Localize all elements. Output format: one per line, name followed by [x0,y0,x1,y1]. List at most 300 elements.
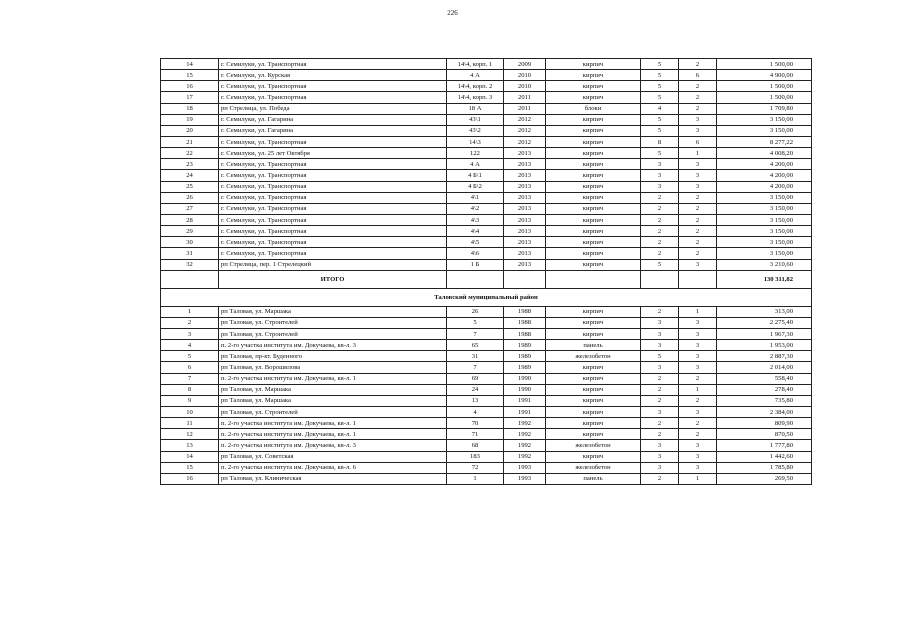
table-row [161,192,812,203]
material-cell: кирпич [546,317,641,328]
area-cell: 3 150,00 [717,237,812,248]
year-cell: 2013 [504,148,546,159]
row-number-cell: 26 [161,192,219,203]
row-number-cell: 30 [161,237,219,248]
address-cell: г. Семилуки, ул. Транспортная [219,226,447,237]
material-cell: кирпич [546,406,641,417]
table-row [161,340,812,351]
material-cell: кирпич [546,384,641,395]
address-cell: г. Семилуки, ул. Транспортная [219,136,447,147]
house-number-cell: 13 [447,395,504,406]
material-cell: кирпич [546,259,641,270]
table-row [161,170,812,181]
house-number-cell: 14\3 [447,136,504,147]
table-row [161,395,812,406]
material-cell: кирпич [546,70,641,81]
area-cell: 4 200,00 [717,181,812,192]
year-cell: 1989 [504,351,546,362]
address-cell: п. 2-го участка института им. Докучаева, кв-л. 1 [219,373,447,384]
year-cell: 2011 [504,103,546,114]
table-row [161,81,812,92]
entrances-cell: 2 [679,373,717,384]
row-number-cell: 19 [161,114,219,125]
material-cell: железобетон [546,462,641,473]
table-row [161,136,812,147]
entrances-cell: 3 [679,159,717,170]
address-cell: г. Семилуки, ул. Транспортная [219,248,447,259]
table-row [161,92,812,103]
address-cell: рп Таловая, ул. Строителей [219,317,447,328]
material-cell: кирпич [546,159,641,170]
year-cell: 2013 [504,237,546,248]
material-cell: кирпич [546,136,641,147]
entrances-cell: 3 [679,440,717,451]
material-cell: панель [546,340,641,351]
house-number-cell: 65 [447,340,504,351]
area-cell: 3 150,00 [717,125,812,136]
year-cell: 2013 [504,203,546,214]
house-number-cell: 4 А [447,70,504,81]
row-number-cell: 28 [161,214,219,225]
row-number-cell: 25 [161,181,219,192]
floors-cell: 2 [641,418,679,429]
year-cell: 2013 [504,192,546,203]
material-cell: кирпич [546,237,641,248]
area-cell: 3 150,00 [717,226,812,237]
table-row [161,462,812,473]
area-cell: 735,80 [717,395,812,406]
floors-cell: 4 [641,103,679,114]
address-cell: п. 2-го участка института им. Докучаева, кв-л. 3 [219,440,447,451]
house-number-cell: 4 [447,406,504,417]
row-number-cell: 3 [161,328,219,339]
table-row [161,373,812,384]
row-number-cell: 7 [161,373,219,384]
total-empty-cell [161,270,219,288]
material-cell: кирпич [546,170,641,181]
row-number-cell: 4 [161,340,219,351]
row-number-cell: 12 [161,429,219,440]
area-cell: 558,40 [717,373,812,384]
entrances-cell: 6 [679,70,717,81]
table-row [161,59,812,70]
address-cell: г. Семилуки, ул. Транспортная [219,81,447,92]
area-cell: 1 442,60 [717,451,812,462]
area-cell: 1 967,30 [717,328,812,339]
material-cell: кирпич [546,373,641,384]
floors-cell: 3 [641,328,679,339]
table-row [161,214,812,225]
area-cell: 1 953,00 [717,340,812,351]
house-number-cell: 69 [447,373,504,384]
table-row [161,203,812,214]
row-number-cell: 17 [161,92,219,103]
year-cell: 1989 [504,362,546,373]
house-number-cell: 4 Б\1 [447,170,504,181]
year-cell: 1991 [504,395,546,406]
address-cell: г. Семилуки, ул. Курская [219,70,447,81]
area-cell: 3 150,00 [717,114,812,125]
table-row [161,114,812,125]
address-cell: рп Таловая, ул. Ворошилова [219,362,447,373]
floors-cell: 5 [641,81,679,92]
entrances-cell: 3 [679,340,717,351]
table-row [161,429,812,440]
address-cell: рп Таловая, ул. Строителей [219,328,447,339]
entrances-cell: 2 [679,226,717,237]
floors-cell: 2 [641,384,679,395]
row-number-cell: 14 [161,59,219,70]
table-row [161,181,812,192]
table-row [161,451,812,462]
entrances-cell: 3 [679,462,717,473]
area-cell: 2 887,30 [717,351,812,362]
row-number-cell: 21 [161,136,219,147]
house-number-cell: 122 [447,148,504,159]
entrances-cell: 3 [679,170,717,181]
material-cell: кирпич [546,148,641,159]
floors-cell: 3 [641,170,679,181]
year-cell: 1992 [504,451,546,462]
year-cell: 1992 [504,418,546,429]
house-number-cell: 24 [447,384,504,395]
address-cell: рп Таловая, ул. Маршака [219,384,447,395]
house-number-cell: 26 [447,306,504,317]
material-cell: кирпич [546,362,641,373]
entrances-cell: 2 [679,418,717,429]
material-cell: кирпич [546,203,641,214]
row-number-cell: 8 [161,384,219,395]
area-cell: 1 500,00 [717,92,812,103]
total-empty-cell [504,270,546,288]
house-number-cell: 4\5 [447,237,504,248]
house-number-cell: 183 [447,451,504,462]
row-number-cell: 16 [161,81,219,92]
year-cell: 2012 [504,136,546,147]
address-cell: рп Стрелица, ул. Победа [219,103,447,114]
floors-cell: 2 [641,226,679,237]
entrances-cell: 3 [679,351,717,362]
year-cell: 1990 [504,384,546,395]
material-cell: кирпич [546,214,641,225]
house-number-cell: 4 Б\2 [447,181,504,192]
row-number-cell: 5 [161,351,219,362]
area-cell: 809,90 [717,418,812,429]
floors-cell: 3 [641,362,679,373]
house-number-cell: 5 [447,317,504,328]
table-row [161,103,812,114]
area-cell: 3 210,60 [717,259,812,270]
address-cell: п. 2-го участка института им. Докучаева, кв-л. 1 [219,418,447,429]
row-number-cell: 23 [161,159,219,170]
row-number-cell: 2 [161,317,219,328]
table-row [161,159,812,170]
table-row [161,362,812,373]
address-cell: г. Семилуки, ул. Транспортная [219,170,447,181]
table-row [161,473,812,484]
total-label: ИТОГО [219,270,447,288]
house-number-cell: 4\2 [447,203,504,214]
floors-cell: 3 [641,317,679,328]
floors-cell: 5 [641,70,679,81]
year-cell: 2013 [504,181,546,192]
house-number-cell: 43\2 [447,125,504,136]
house-number-cell: 43\1 [447,114,504,125]
floors-cell: 3 [641,159,679,170]
address-cell: г. Семилуки, ул. Транспортная [219,192,447,203]
year-cell: 2013 [504,248,546,259]
entrances-cell: 2 [679,395,717,406]
year-cell: 2013 [504,259,546,270]
house-number-cell: 4\4 [447,226,504,237]
material-cell: железобетон [546,351,641,362]
row-number-cell: 1 [161,306,219,317]
entrances-cell: 6 [679,136,717,147]
floors-cell: 2 [641,373,679,384]
address-cell: г. Семилуки, ул. Транспортная [219,92,447,103]
house-number-cell: 1 Б [447,259,504,270]
table-row [161,328,812,339]
material-cell: кирпич [546,114,641,125]
entrances-cell: 3 [679,317,717,328]
house-number-cell: 4\6 [447,248,504,259]
floors-cell: 2 [641,237,679,248]
entrances-cell: 3 [679,125,717,136]
entrances-cell: 2 [679,81,717,92]
housing-table [160,58,812,485]
address-cell: п. 2-го участка института им. Докучаева, кв-л. 3 [219,340,447,351]
year-cell: 2009 [504,59,546,70]
floors-cell: 5 [641,114,679,125]
year-cell: 1992 [504,440,546,451]
entrances-cell: 2 [679,429,717,440]
row-number-cell: 6 [161,362,219,373]
area-cell: 1 500,00 [717,59,812,70]
area-cell: 278,40 [717,384,812,395]
entrances-cell: 3 [679,114,717,125]
address-cell: г. Семилуки, ул. Гагарина [219,125,447,136]
row-number-cell: 27 [161,203,219,214]
row-number-cell: 24 [161,170,219,181]
area-cell: 4 200,00 [717,170,812,181]
floors-cell: 2 [641,192,679,203]
floors-cell: 2 [641,248,679,259]
address-cell: п. 2-го участка института им. Докучаева, кв-л. 1 [219,429,447,440]
table-row [161,237,812,248]
row-number-cell: 18 [161,103,219,114]
material-cell: кирпич [546,418,641,429]
house-number-cell: 70 [447,418,504,429]
floors-cell: 2 [641,473,679,484]
total-empty-cell [641,270,679,288]
year-cell: 1991 [504,406,546,417]
row-number-cell: 31 [161,248,219,259]
group2-rows [161,306,812,484]
floors-cell: 3 [641,406,679,417]
address-cell: рп Таловая, ул. Маршака [219,395,447,406]
house-number-cell: 14\4, корп. 1 [447,59,504,70]
table-row [161,148,812,159]
year-cell: 1989 [504,340,546,351]
address-cell: рп Таловая, ул. Клиническая [219,473,447,484]
material-cell: кирпич [546,306,641,317]
year-cell: 2013 [504,214,546,225]
material-cell: железобетон [546,440,641,451]
house-number-cell: 7 [447,362,504,373]
area-cell: 2 014,00 [717,362,812,373]
row-number-cell: 16 [161,473,219,484]
area-cell: 1 709,80 [717,103,812,114]
address-cell: г. Семилуки, ул. Транспортная [219,59,447,70]
year-cell: 2010 [504,81,546,92]
table-row [161,248,812,259]
row-number-cell: 9 [161,395,219,406]
row-number-cell: 20 [161,125,219,136]
group1-rows [161,59,812,271]
floors-cell: 2 [641,395,679,406]
entrances-cell: 3 [679,406,717,417]
table-row [161,418,812,429]
area-cell: 269,50 [717,473,812,484]
floors-cell: 5 [641,148,679,159]
area-cell: 3 150,00 [717,203,812,214]
year-cell: 2013 [504,226,546,237]
year-cell: 1990 [504,373,546,384]
house-number-cell: 72 [447,462,504,473]
section-header-row [161,288,812,306]
year-cell: 2013 [504,159,546,170]
table-row [161,226,812,237]
table-row [161,70,812,81]
address-cell: г. Семилуки, ул. Транспортная [219,214,447,225]
address-cell: рп Таловая, ул. Маршака [219,306,447,317]
year-cell: 2011 [504,92,546,103]
year-cell: 1993 [504,462,546,473]
material-cell: кирпич [546,451,641,462]
area-cell: 2 275,40 [717,317,812,328]
entrances-cell: 2 [679,214,717,225]
address-cell: г. Семилуки, ул. Транспортная [219,181,447,192]
entrances-cell: 1 [679,473,717,484]
entrances-cell: 1 [679,384,717,395]
table-row [161,125,812,136]
entrances-cell: 2 [679,237,717,248]
area-cell: 4 200,00 [717,159,812,170]
total-empty-cell [679,270,717,288]
material-cell: кирпич [546,59,641,70]
floors-cell: 2 [641,429,679,440]
material-cell: кирпич [546,248,641,259]
entrances-cell: 3 [679,451,717,462]
year-cell: 1992 [504,429,546,440]
material-cell: кирпич [546,81,641,92]
entrances-cell: 1 [679,148,717,159]
entrances-cell: 3 [679,328,717,339]
entrances-cell: 1 [679,306,717,317]
house-number-cell: 71 [447,429,504,440]
floors-cell: 3 [641,462,679,473]
material-cell: кирпич [546,395,641,406]
entrances-cell: 2 [679,92,717,103]
entrances-cell: 2 [679,59,717,70]
year-cell: 2010 [504,70,546,81]
table-row [161,259,812,270]
area-cell: 4 900,00 [717,70,812,81]
table-row [161,351,812,362]
table-row [161,317,812,328]
row-number-cell: 13 [161,440,219,451]
floors-cell: 2 [641,214,679,225]
district-title: Таловский муниципальный район [161,288,812,306]
table-row [161,384,812,395]
total-row [161,270,812,288]
table-row [161,306,812,317]
floors-cell: 5 [641,125,679,136]
floors-cell: 5 [641,92,679,103]
row-number-cell: 22 [161,148,219,159]
row-number-cell: 15 [161,70,219,81]
area-cell: 3 150,00 [717,214,812,225]
floors-cell: 2 [641,306,679,317]
floors-cell: 5 [641,351,679,362]
floors-cell: 3 [641,181,679,192]
entrances-cell: 3 [679,259,717,270]
area-cell: 2 384,00 [717,406,812,417]
address-cell: рп Таловая, ул. Строителей [219,406,447,417]
year-cell: 2013 [504,170,546,181]
area-cell: 3 150,00 [717,248,812,259]
material-cell: кирпич [546,192,641,203]
row-number-cell: 14 [161,451,219,462]
address-cell: рп Стрелица, пер. 1 Стрелецкий [219,259,447,270]
floors-cell: 2 [641,203,679,214]
house-number-cell: 14\4, корп. 2 [447,81,504,92]
area-cell: 313,00 [717,306,812,317]
address-cell: г. Семилуки, ул. Гагарина [219,114,447,125]
row-number-cell: 15 [161,462,219,473]
entrances-cell: 2 [679,248,717,259]
address-cell: г. Семилуки, ул. Транспортная [219,237,447,248]
house-number-cell: 68 [447,440,504,451]
area-cell: 1 785,80 [717,462,812,473]
floors-cell: 3 [641,440,679,451]
house-number-cell: 18 А [447,103,504,114]
material-cell: кирпич [546,328,641,339]
floors-cell: 3 [641,451,679,462]
floors-cell: 5 [641,59,679,70]
house-number-cell: 1 [447,473,504,484]
entrances-cell: 2 [679,103,717,114]
material-cell: блоки [546,103,641,114]
row-number-cell: 32 [161,259,219,270]
house-number-cell: 4\3 [447,214,504,225]
material-cell: кирпич [546,125,641,136]
table-row [161,440,812,451]
table-row [161,406,812,417]
year-cell: 1988 [504,306,546,317]
entrances-cell: 2 [679,192,717,203]
year-cell: 2012 [504,125,546,136]
material-cell: кирпич [546,226,641,237]
house-number-cell: 14\4, корп. 3 [447,92,504,103]
total-empty-cell [447,270,504,288]
entrances-cell: 2 [679,203,717,214]
house-number-cell: 4 А [447,159,504,170]
address-cell: г. Семилуки, ул. Транспортная [219,203,447,214]
year-cell: 1988 [504,328,546,339]
address-cell: г. Семилуки, ул. Транспортная [219,159,447,170]
entrances-cell: 3 [679,362,717,373]
